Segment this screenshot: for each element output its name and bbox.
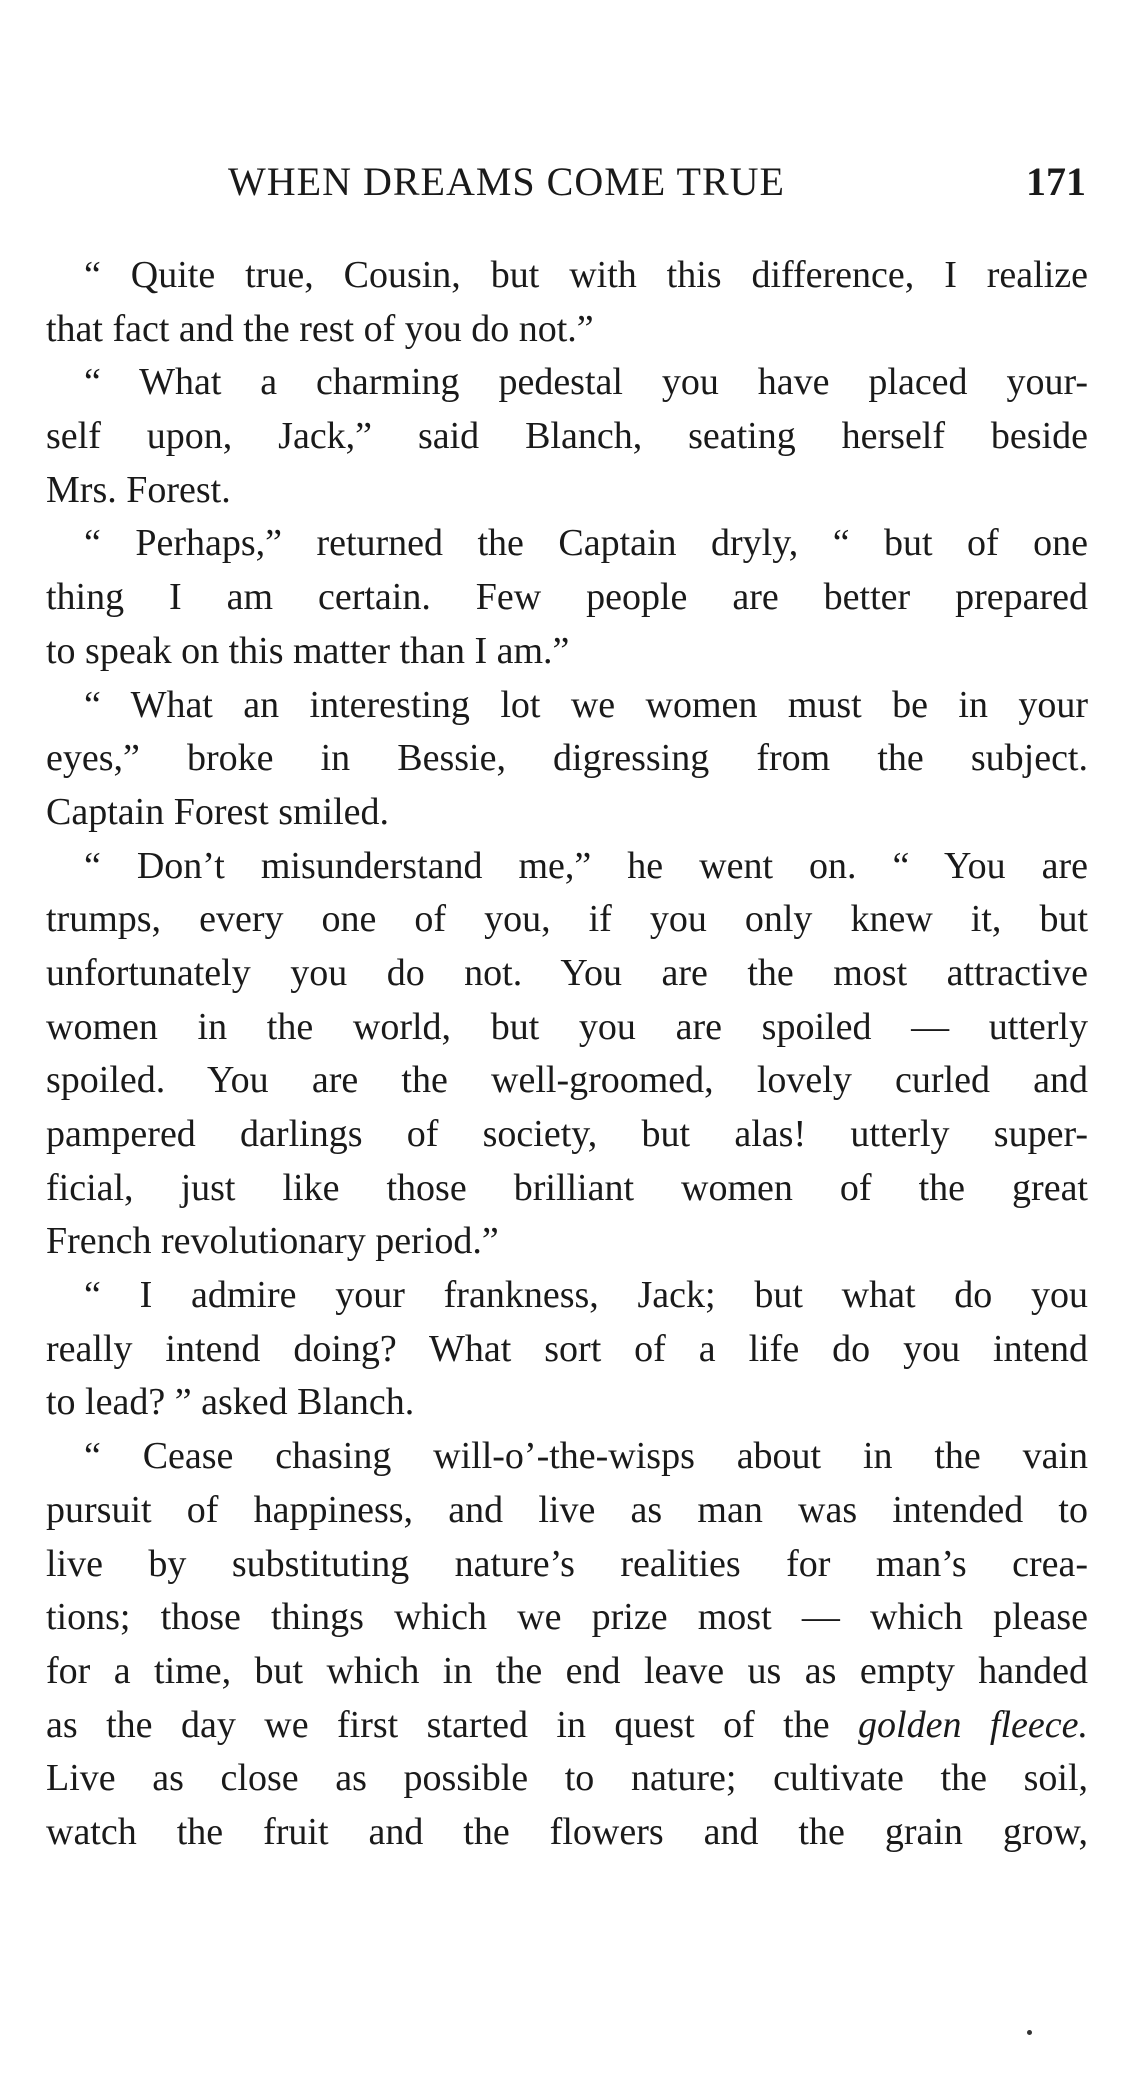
- print-speck: [1027, 2030, 1032, 2035]
- text-line: women in the world, but you are spoiled — utterly: [46, 1005, 1088, 1048]
- text-line: thing I am certain. Few people are better prepared: [46, 576, 1088, 619]
- running-title: WHEN DREAMS COME TRUE: [228, 159, 785, 204]
- text-line: unfortunately you do not. You are the most attractive: [46, 951, 1088, 994]
- text-line: to speak on this matter than I am.”: [46, 629, 570, 672]
- page-number: 171: [1026, 159, 1086, 204]
- text-line: “ Cease chasing will-o’-the-wisps about in the vain: [84, 1435, 1088, 1478]
- running-head: [0, 152, 1130, 212]
- text-line: eyes,” broke in Bessie, digressing from the subject.: [46, 737, 1088, 780]
- text-line: French revolutionary period.”: [46, 1220, 499, 1263]
- text-line: ficial, just like those brilliant women of the great: [46, 1166, 1088, 1209]
- text-segment: as the day we first started in quest of the: [46, 1703, 830, 1746]
- text-line: for a time, but which in the end leave us as empty handed: [46, 1649, 1088, 1692]
- text-line: spoiled. You are the well-groomed, lovely curled and: [46, 1059, 1088, 1102]
- text-line-with-italic: [46, 1699, 1088, 1753]
- text-line: Captain Forest smiled.: [46, 790, 390, 833]
- text-line: tions; those things which we prize most — which please: [46, 1596, 1088, 1639]
- text-line: pursuit of happiness, and live as man was intended to: [46, 1488, 1088, 1531]
- text-line: “ Perhaps,” returned the Captain dryly, “ but of one: [84, 522, 1088, 565]
- text-line: “ What an interesting lot we women must be in your: [84, 683, 1088, 726]
- text-line: pampered darlings of society, but alas! utterly super-: [46, 1113, 1088, 1155]
- text-line: “ I admire your frankness, Jack; but what do you: [84, 1274, 1088, 1317]
- italic-phrase: golden fleece.: [858, 1703, 1088, 1746]
- body-text: [46, 249, 1088, 1860]
- text-line: Live as close as possible to nature; cultivate the soil,: [46, 1757, 1088, 1800]
- text-line: live by substituting nature’s realities for man’s crea-: [46, 1542, 1088, 1585]
- text-line: trumps, every one of you, if you only knew it, but: [46, 898, 1088, 941]
- text-line: “ Quite true, Cousin, but with this difference, I realize: [84, 254, 1088, 296]
- text-line: that fact and the rest of you do not.”: [46, 307, 594, 350]
- text-line: self upon, Jack,” said Blanch, seating herself beside: [46, 415, 1088, 458]
- text-line: “ What a charming pedestal you have placed your-: [84, 361, 1088, 404]
- text-line: Mrs. Forest.: [46, 468, 231, 511]
- text-line: watch the fruit and the flowers and the grain grow,: [46, 1810, 1088, 1853]
- text-line: really intend doing? What sort of a life do you intend: [46, 1327, 1088, 1370]
- text-line: “ Don’t misunderstand me,” he went on. “ You are: [84, 844, 1088, 887]
- text-line: to lead? ” asked Blanch.: [46, 1381, 415, 1424]
